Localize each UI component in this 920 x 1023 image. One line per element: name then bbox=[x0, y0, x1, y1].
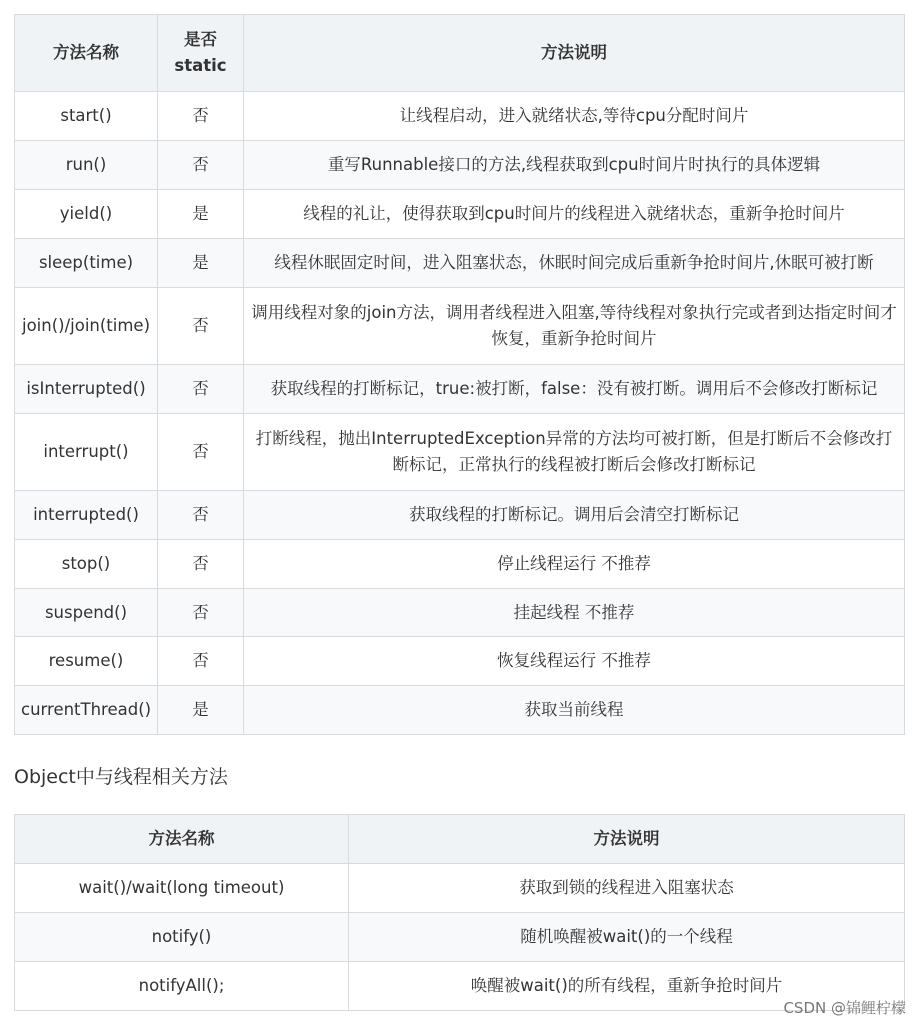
method-name-cell: interrupt() bbox=[15, 414, 158, 491]
header-is-static bbox=[158, 15, 244, 92]
method-name-cell: yield() bbox=[15, 190, 158, 239]
static-cell: 否 bbox=[158, 637, 244, 686]
method-desc-cell: 停止线程运行 不推荐 bbox=[244, 540, 905, 589]
table-header-row bbox=[15, 15, 905, 92]
static-cell: 否 bbox=[158, 288, 244, 365]
table-row bbox=[15, 365, 905, 414]
table-row bbox=[15, 92, 905, 141]
method-desc-cell: 获取当前线程 bbox=[244, 686, 905, 735]
static-cell: 否 bbox=[158, 141, 244, 190]
method-desc-cell: 挂起线程 不推荐 bbox=[244, 589, 905, 637]
method-name-cell: stop() bbox=[15, 540, 158, 589]
method-desc-cell: 调用线程对象的join方法，调用者线程进入阻塞,等待线程对象执行完或者到达指定时间才恢复，重新争抢时间片 bbox=[244, 288, 905, 365]
header-method-name: 方法名称 bbox=[15, 15, 158, 92]
method-name-cell: notify() bbox=[15, 913, 349, 962]
table-row bbox=[15, 288, 905, 365]
method-desc-cell: 恢复线程运行 不推荐 bbox=[244, 637, 905, 686]
section-title: Object中与线程相关方法 bbox=[14, 766, 228, 788]
method-name-cell: start() bbox=[15, 92, 158, 141]
method-desc-cell: 打断线程，抛出InterruptedException异常的方法均可被打断，但是打断后不会修改打断标记，正常执行的线程被打断后会修改打断标记 bbox=[244, 414, 905, 491]
static-cell: 否 bbox=[158, 589, 244, 637]
static-cell: 否 bbox=[158, 540, 244, 589]
table-row bbox=[15, 686, 905, 735]
method-name-cell: resume() bbox=[15, 637, 158, 686]
header-is-static-line1: 是否 bbox=[184, 30, 217, 49]
method-desc-cell: 重写Runnable接口的方法,线程获取到cpu时间片时执行的具体逻辑 bbox=[244, 141, 905, 190]
table-row bbox=[15, 637, 905, 686]
table-row bbox=[15, 414, 905, 491]
table-row bbox=[15, 491, 905, 540]
method-desc-cell: 获取线程的打断标记，true:被打断，false：没有被打断。调用后不会修改打断标记 bbox=[244, 365, 905, 414]
table-row bbox=[15, 864, 905, 913]
static-cell: 是 bbox=[158, 190, 244, 239]
static-cell: 否 bbox=[158, 491, 244, 540]
static-cell: 否 bbox=[158, 414, 244, 491]
method-name-cell: interrupted() bbox=[15, 491, 158, 540]
table-row bbox=[15, 589, 905, 637]
header-method-desc: 方法说明 bbox=[349, 815, 905, 864]
method-name-cell: join()/join(time) bbox=[15, 288, 158, 365]
method-name-cell: wait()/wait(long timeout) bbox=[15, 864, 349, 913]
method-name-cell: sleep(time) bbox=[15, 239, 158, 288]
watermark: CSDN @锦鲤柠檬 bbox=[783, 999, 906, 1017]
method-desc-cell: 随机唤醒被wait()的一个线程 bbox=[349, 913, 905, 962]
table-row bbox=[15, 190, 905, 239]
method-name-cell: notifyAll(); bbox=[15, 962, 349, 1011]
object-methods-table bbox=[14, 814, 905, 1011]
static-cell: 否 bbox=[158, 92, 244, 141]
static-cell: 否 bbox=[158, 365, 244, 414]
method-desc-cell: 获取到锁的线程进入阻塞状态 bbox=[349, 864, 905, 913]
table-row bbox=[15, 239, 905, 288]
header-is-static-line2: static bbox=[174, 56, 227, 75]
table-row bbox=[15, 962, 905, 1011]
table-header-row bbox=[15, 815, 905, 864]
method-desc-cell: 线程的礼让，使得获取到cpu时间片的线程进入就绪状态，重新争抢时间片 bbox=[244, 190, 905, 239]
static-cell: 是 bbox=[158, 239, 244, 288]
static-cell: 是 bbox=[158, 686, 244, 735]
method-desc-cell: 让线程启动，进入就绪状态,等待cpu分配时间片 bbox=[244, 92, 905, 141]
table-row bbox=[15, 913, 905, 962]
header-method-desc: 方法说明 bbox=[244, 15, 905, 92]
table-row bbox=[15, 540, 905, 589]
method-name-cell: suspend() bbox=[15, 589, 158, 637]
method-desc-cell: 获取线程的打断标记。调用后会清空打断标记 bbox=[244, 491, 905, 540]
header-method-name: 方法名称 bbox=[15, 815, 349, 864]
table-row bbox=[15, 141, 905, 190]
method-desc-cell: 线程休眠固定时间，进入阻塞状态，休眠时间完成后重新争抢时间片,休眠可被打断 bbox=[244, 239, 905, 288]
method-desc-cell: 唤醒被wait()的所有线程，重新争抢时间片 bbox=[349, 962, 905, 1011]
method-name-cell: run() bbox=[15, 141, 158, 190]
method-name-cell: isInterrupted() bbox=[15, 365, 158, 414]
method-name-cell: currentThread() bbox=[15, 686, 158, 735]
thread-methods-table bbox=[14, 14, 905, 735]
